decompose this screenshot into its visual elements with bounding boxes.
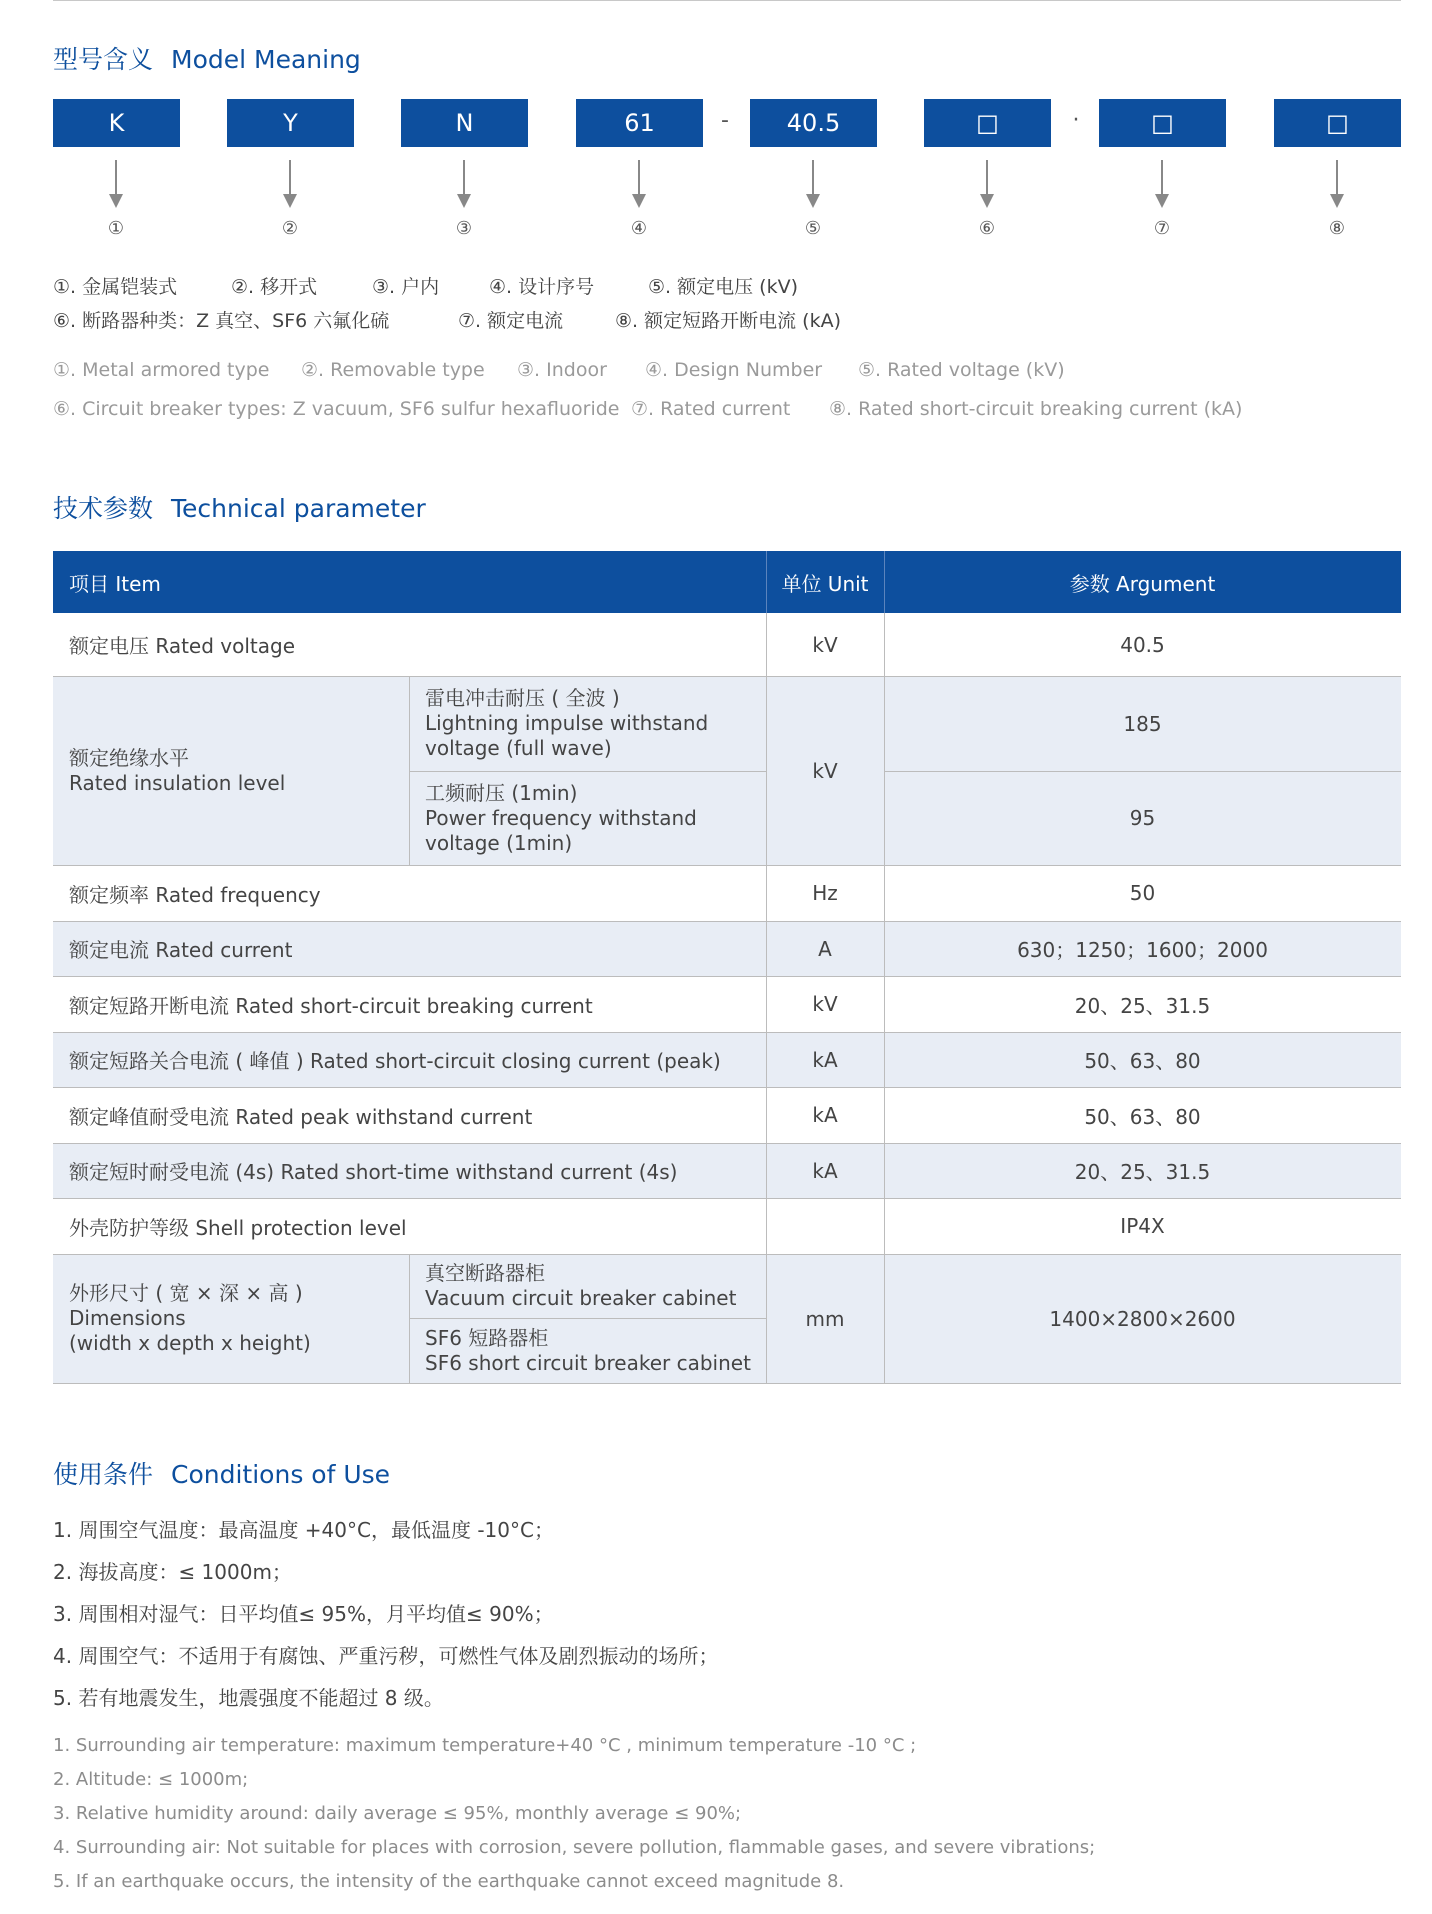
table-divider bbox=[53, 1198, 1401, 1199]
row-breaking-item: 额定短路开断电流 Rated short-circuit breaking current bbox=[69, 993, 593, 1018]
row-insulation-item bbox=[53, 676, 409, 865]
row-breaking-value: 20、25、31.5 bbox=[1074, 993, 1211, 1018]
row-rated-voltage-value: 40.5 bbox=[1120, 632, 1165, 657]
model-separator-dash: - bbox=[721, 108, 729, 133]
conditions-title-en: Conditions of Use bbox=[171, 1460, 391, 1489]
condition-cn-1: 1. 周围空气温度：最高温度 +40°C，最低温度 -10°C； bbox=[53, 1518, 554, 1542]
legend-cn-item: ⑤. 额定电压 (kV) bbox=[648, 276, 798, 298]
table-header-argument: 参数 Argument bbox=[884, 551, 1401, 613]
insulation-power-frequency-sub bbox=[409, 771, 766, 865]
legend-cn-item: ④. 设计序号 bbox=[489, 276, 595, 298]
down-arrow-icon bbox=[1330, 160, 1344, 210]
legend-en-line-1 bbox=[53, 359, 1065, 381]
model-number-5: ⑤ bbox=[804, 218, 822, 239]
row-current-item: 额定电流 Rated current bbox=[53, 921, 766, 976]
model-number-8: ⑧ bbox=[1328, 218, 1346, 239]
model-code-box-4: 61 bbox=[576, 99, 703, 147]
vacuum-cabinet-cn: 真空断路器柜 bbox=[425, 1261, 545, 1285]
row-rated-voltage-unit: kV bbox=[812, 632, 838, 657]
legend-en-item: ⑧. Rated short-circuit breaking current (kA) bbox=[829, 398, 1243, 420]
down-arrow-icon bbox=[109, 160, 123, 210]
row-current-value: 630；1250；1600；2000 bbox=[884, 921, 1401, 976]
legend-cn-item: ①. 金属铠装式 bbox=[53, 276, 178, 298]
row-peak-value: 50、63、80 bbox=[1084, 1104, 1201, 1129]
condition-en-5: 5. If an earthquake occurs, the intensity of the earthquake cannot exceed magnitude 8. bbox=[53, 1871, 845, 1892]
insulation-lightning-sub bbox=[409, 676, 766, 771]
down-arrow-icon bbox=[806, 160, 820, 210]
model-number-6: ⑥ bbox=[978, 218, 996, 239]
lightning-cn: 雷电冲击耐压 ( 全波 ) bbox=[425, 686, 620, 710]
row-frequency-unit: Hz bbox=[812, 881, 838, 905]
condition-cn-5: 5. 若有地震发生，地震强度不能超过 8 级。 bbox=[53, 1686, 444, 1710]
down-arrow-icon bbox=[457, 160, 471, 210]
model-code-box-3: N bbox=[401, 99, 528, 147]
model-number-3: ③ bbox=[455, 218, 473, 239]
power-frequency-cn: 工频耐压 (1min) bbox=[425, 780, 578, 805]
header-divider bbox=[884, 551, 885, 613]
condition-en-4: 4. Surrounding air: Not suitable for places with corrosion, severe pollution, flammable gases, and severe vibrations; bbox=[53, 1837, 1096, 1858]
table-divider bbox=[53, 1143, 1401, 1144]
table-divider bbox=[53, 1254, 1401, 1255]
lightning-en-1: Lightning impulse withstand bbox=[425, 711, 709, 735]
table-divider bbox=[53, 1032, 1401, 1033]
table-divider bbox=[409, 1254, 410, 1383]
table-divider bbox=[53, 865, 1401, 866]
row-short-time-unit: kA bbox=[766, 1143, 884, 1198]
row-dimensions-item bbox=[53, 1254, 409, 1383]
row-dimensions-unit: mm bbox=[766, 1254, 884, 1383]
table-header-item: 项目 Item bbox=[53, 551, 766, 613]
table-divider bbox=[409, 1318, 766, 1319]
power-frequency-en-1: Power frequency withstand bbox=[425, 805, 697, 830]
row-peak-item: 额定峰值耐受电流 Rated peak withstand current bbox=[69, 1104, 533, 1129]
row-frequency-value: 50 bbox=[1129, 881, 1156, 905]
legend-en-line-2 bbox=[53, 398, 1242, 420]
dimensions-item-en-2: (width x depth x height) bbox=[69, 1331, 311, 1355]
tech-title-en: Technical parameter bbox=[171, 494, 426, 523]
table-divider bbox=[409, 771, 766, 772]
row-breaking-unit: kV bbox=[812, 992, 838, 1016]
down-arrow-icon bbox=[980, 160, 994, 210]
model-title-en: Model Meaning bbox=[171, 45, 361, 74]
conditions-title-cn: 使用条件 bbox=[53, 1460, 154, 1489]
row-short-time-value: 20、25、31.5 bbox=[884, 1143, 1401, 1198]
model-code-box-5: 40.5 bbox=[750, 99, 877, 147]
insulation-power-frequency-value: 95 bbox=[884, 771, 1401, 865]
table-divider bbox=[409, 676, 410, 865]
dimensions-vacuum-sub bbox=[409, 1254, 766, 1318]
legend-cn-item: ⑥. 断路器种类：Z 真空、SF6 六氟化硫 bbox=[53, 310, 390, 332]
model-number-2: ② bbox=[281, 218, 299, 239]
model-number-4: ④ bbox=[630, 218, 648, 239]
legend-en-item: ⑥. Circuit breaker types: Z vacuum, SF6 sulfur hexafluoride bbox=[53, 398, 620, 420]
table-divider bbox=[53, 976, 1401, 977]
vacuum-cabinet-en: Vacuum circuit breaker cabinet bbox=[425, 1286, 737, 1310]
model-separator-dot: · bbox=[1072, 108, 1080, 133]
legend-en-item: ①. Metal armored type bbox=[53, 359, 270, 381]
condition-en-2: 2. Altitude: ≤ 1000m; bbox=[53, 1769, 249, 1790]
sf6-cabinet-en: SF6 short circuit breaker cabinet bbox=[425, 1350, 751, 1375]
legend-en-item: ⑤. Rated voltage (kV) bbox=[858, 359, 1065, 381]
model-number-7: ⑦ bbox=[1153, 218, 1171, 239]
legend-en-item: ④. Design Number bbox=[645, 359, 823, 381]
legend-cn-item: ②. 移开式 bbox=[231, 276, 318, 298]
row-insulation-unit: kV bbox=[766, 676, 884, 865]
table-divider bbox=[53, 921, 1401, 922]
legend-cn-item: ⑧. 额定短路开断电流 (kA) bbox=[615, 310, 841, 332]
model-title-cn: 型号含义 bbox=[53, 45, 154, 74]
dimensions-item-en-1: Dimensions bbox=[69, 1306, 186, 1330]
row-peak-unit: kA bbox=[812, 1103, 838, 1127]
row-frequency-item: 额定频率 Rated frequency bbox=[69, 882, 321, 907]
insulation-item-cn: 额定绝缘水平 bbox=[69, 745, 189, 770]
dimensions-sf6-sub bbox=[409, 1318, 766, 1383]
table-divider bbox=[884, 613, 885, 1383]
legend-en-item: ②. Removable type bbox=[301, 359, 485, 381]
model-number-1: ① bbox=[107, 218, 125, 239]
table-divider bbox=[884, 771, 1401, 772]
legend-cn-item: ⑦. 额定电流 bbox=[458, 310, 564, 332]
row-closing-value: 50、63、80 bbox=[884, 1032, 1401, 1087]
power-frequency-en-2: voltage (1min) bbox=[425, 830, 573, 855]
model-code-box-1: K bbox=[53, 99, 180, 147]
table-header-unit: 单位 Unit bbox=[766, 551, 884, 613]
header-divider bbox=[766, 551, 767, 613]
insulation-lightning-value: 185 bbox=[884, 676, 1401, 771]
row-shell-unit bbox=[766, 1198, 884, 1254]
legend-cn-line-2 bbox=[53, 306, 841, 333]
row-rated-voltage-item: 额定电压 Rated voltage bbox=[69, 634, 295, 658]
row-short-time-item: 额定短时耐受电流 (4s) Rated short-time withstand current (4s) bbox=[53, 1143, 766, 1198]
row-shell-item: 外壳防护等级 Shell protection level bbox=[69, 1215, 407, 1240]
legend-en-item: ⑦. Rated current bbox=[631, 398, 791, 420]
technical-parameter-title bbox=[53, 489, 426, 525]
tech-title-cn: 技术参数 bbox=[53, 494, 154, 523]
condition-en-3: 3. Relative humidity around: daily average ≤ 95%, monthly average ≤ 90%; bbox=[53, 1803, 742, 1824]
lightning-en-2: voltage (full wave) bbox=[425, 736, 612, 760]
legend-en-item: ③. Indoor bbox=[517, 359, 607, 381]
row-closing-item: 额定短路关合电流 ( 峰值 ) Rated short-circuit closing current (peak) bbox=[53, 1032, 766, 1087]
model-code-box-6: □ bbox=[924, 99, 1051, 147]
legend-cn-item: ③. 户内 bbox=[372, 276, 440, 298]
condition-cn-4: 4. 周围空气：不适用于有腐蚀、严重污秽，可燃性气体及剧烈振动的场所； bbox=[53, 1644, 719, 1668]
table-divider bbox=[53, 1383, 1401, 1384]
sf6-cabinet-cn: SF6 短路器柜 bbox=[425, 1325, 549, 1350]
table-divider bbox=[53, 676, 1401, 677]
condition-cn-3: 3. 周围相对湿气：日平均值≤ 95%，月平均值≤ 90%； bbox=[53, 1602, 554, 1626]
down-arrow-icon bbox=[1155, 160, 1169, 210]
down-arrow-icon bbox=[283, 160, 297, 210]
insulation-item-en: Rated insulation level bbox=[69, 770, 286, 795]
condition-cn-2: 2. 海拔高度：≤ 1000m； bbox=[53, 1560, 292, 1584]
top-divider bbox=[53, 0, 1401, 1]
row-current-unit: A bbox=[766, 921, 884, 976]
model-code-box-2: Y bbox=[227, 99, 354, 147]
row-closing-unit: kA bbox=[766, 1032, 884, 1087]
dimensions-item-cn: 外形尺寸 ( 宽 × 深 × 高 ) bbox=[69, 1281, 303, 1305]
table-divider bbox=[53, 1087, 1401, 1088]
model-code-box-8: □ bbox=[1274, 99, 1401, 147]
table-divider bbox=[766, 613, 767, 1383]
model-meaning-title bbox=[53, 40, 361, 76]
row-shell-value: IP4X bbox=[1120, 1214, 1165, 1238]
model-code-box-7: □ bbox=[1099, 99, 1226, 147]
row-dimensions-value: 1400×2800×2600 bbox=[884, 1254, 1401, 1383]
condition-en-1: 1. Surrounding air temperature: maximum temperature+40 °C , minimum temperature -10 °C ; bbox=[53, 1735, 917, 1756]
legend-cn-line-1 bbox=[53, 272, 798, 299]
conditions-title bbox=[53, 1455, 390, 1491]
down-arrow-icon bbox=[632, 160, 646, 210]
